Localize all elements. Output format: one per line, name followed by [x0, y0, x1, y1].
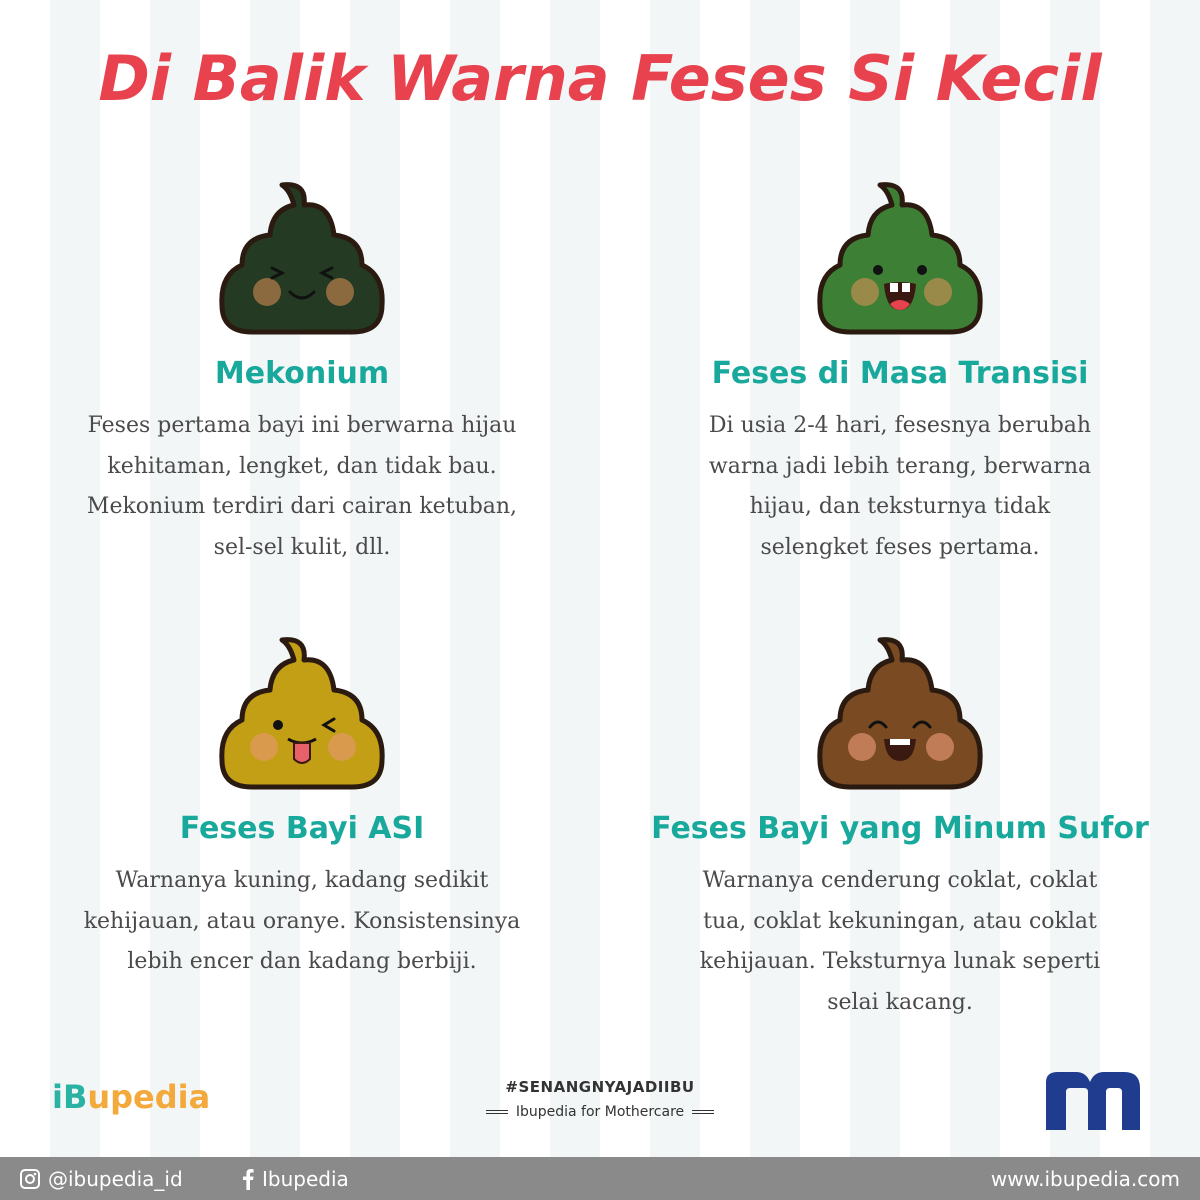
card-mekonium	[42, 180, 562, 568]
divider-line	[486, 1110, 508, 1114]
divider-line	[692, 1110, 714, 1114]
card-asi	[42, 635, 562, 983]
card-text: Di usia 2-4 hari, fesesnya berubah warna jadi lebih terang, berwarna hijau, dan teksturnya tidak selengket feses pertama.	[708, 413, 1092, 560]
facebook-handle: Ibupedia	[262, 1167, 349, 1191]
card-heading: Mekonium	[214, 356, 390, 391]
card-sufor	[640, 635, 1160, 1023]
bottom-bar	[0, 1157, 1200, 1200]
mothercare-logo[interactable]	[1040, 1068, 1150, 1140]
instagram-handle: @ibupedia_id	[48, 1167, 183, 1191]
tagline-row	[440, 1104, 760, 1120]
instagram-icon	[20, 1169, 40, 1189]
footer-center	[440, 1078, 760, 1120]
card-text: Feses pertama bayi ini berwarna hijau kehitaman, lengket, dan tidak bau. Mekonium terdiri dari cairan ketuban, sel-sel kulit, dll.	[86, 413, 518, 560]
card-heading: Feses Bayi ASI	[179, 811, 425, 846]
ibupedia-logo[interactable]: iBupedia	[52, 1078, 211, 1116]
dark-green-poop-icon	[212, 180, 392, 340]
tagline: Ibupedia for Mothercare	[515, 1104, 685, 1120]
card-text: Warnanya cenderung coklat, coklat tua, coklat kekuningan, atau coklat kehijauan. Teksturnya lunak seperti selai kacang.	[699, 868, 1101, 1015]
card-text: Warnanya kuning, kadang sedikit kehijauan, atau oranye. Konsistensinya lebih encer dan kadang berbiji.	[83, 868, 521, 974]
hashtag: #SENANGNYAJADIIBU	[505, 1078, 695, 1096]
facebook-link[interactable]	[242, 1167, 349, 1191]
website-link[interactable]	[991, 1167, 1180, 1191]
yellow-poop-icon	[212, 635, 392, 795]
page-title: Di Balik Warna Feses Si Kecil	[98, 42, 1102, 115]
instagram-link[interactable]	[20, 1167, 183, 1191]
website-url: www.ibupedia.com	[990, 1167, 1180, 1191]
facebook-icon	[242, 1168, 254, 1190]
card-transisi	[640, 180, 1160, 568]
green-poop-icon	[810, 180, 990, 340]
card-heading: Feses di Masa Transisi	[711, 356, 1089, 391]
brown-poop-icon	[810, 635, 990, 795]
card-heading: Feses Bayi yang Minum Sufor	[651, 811, 1149, 846]
